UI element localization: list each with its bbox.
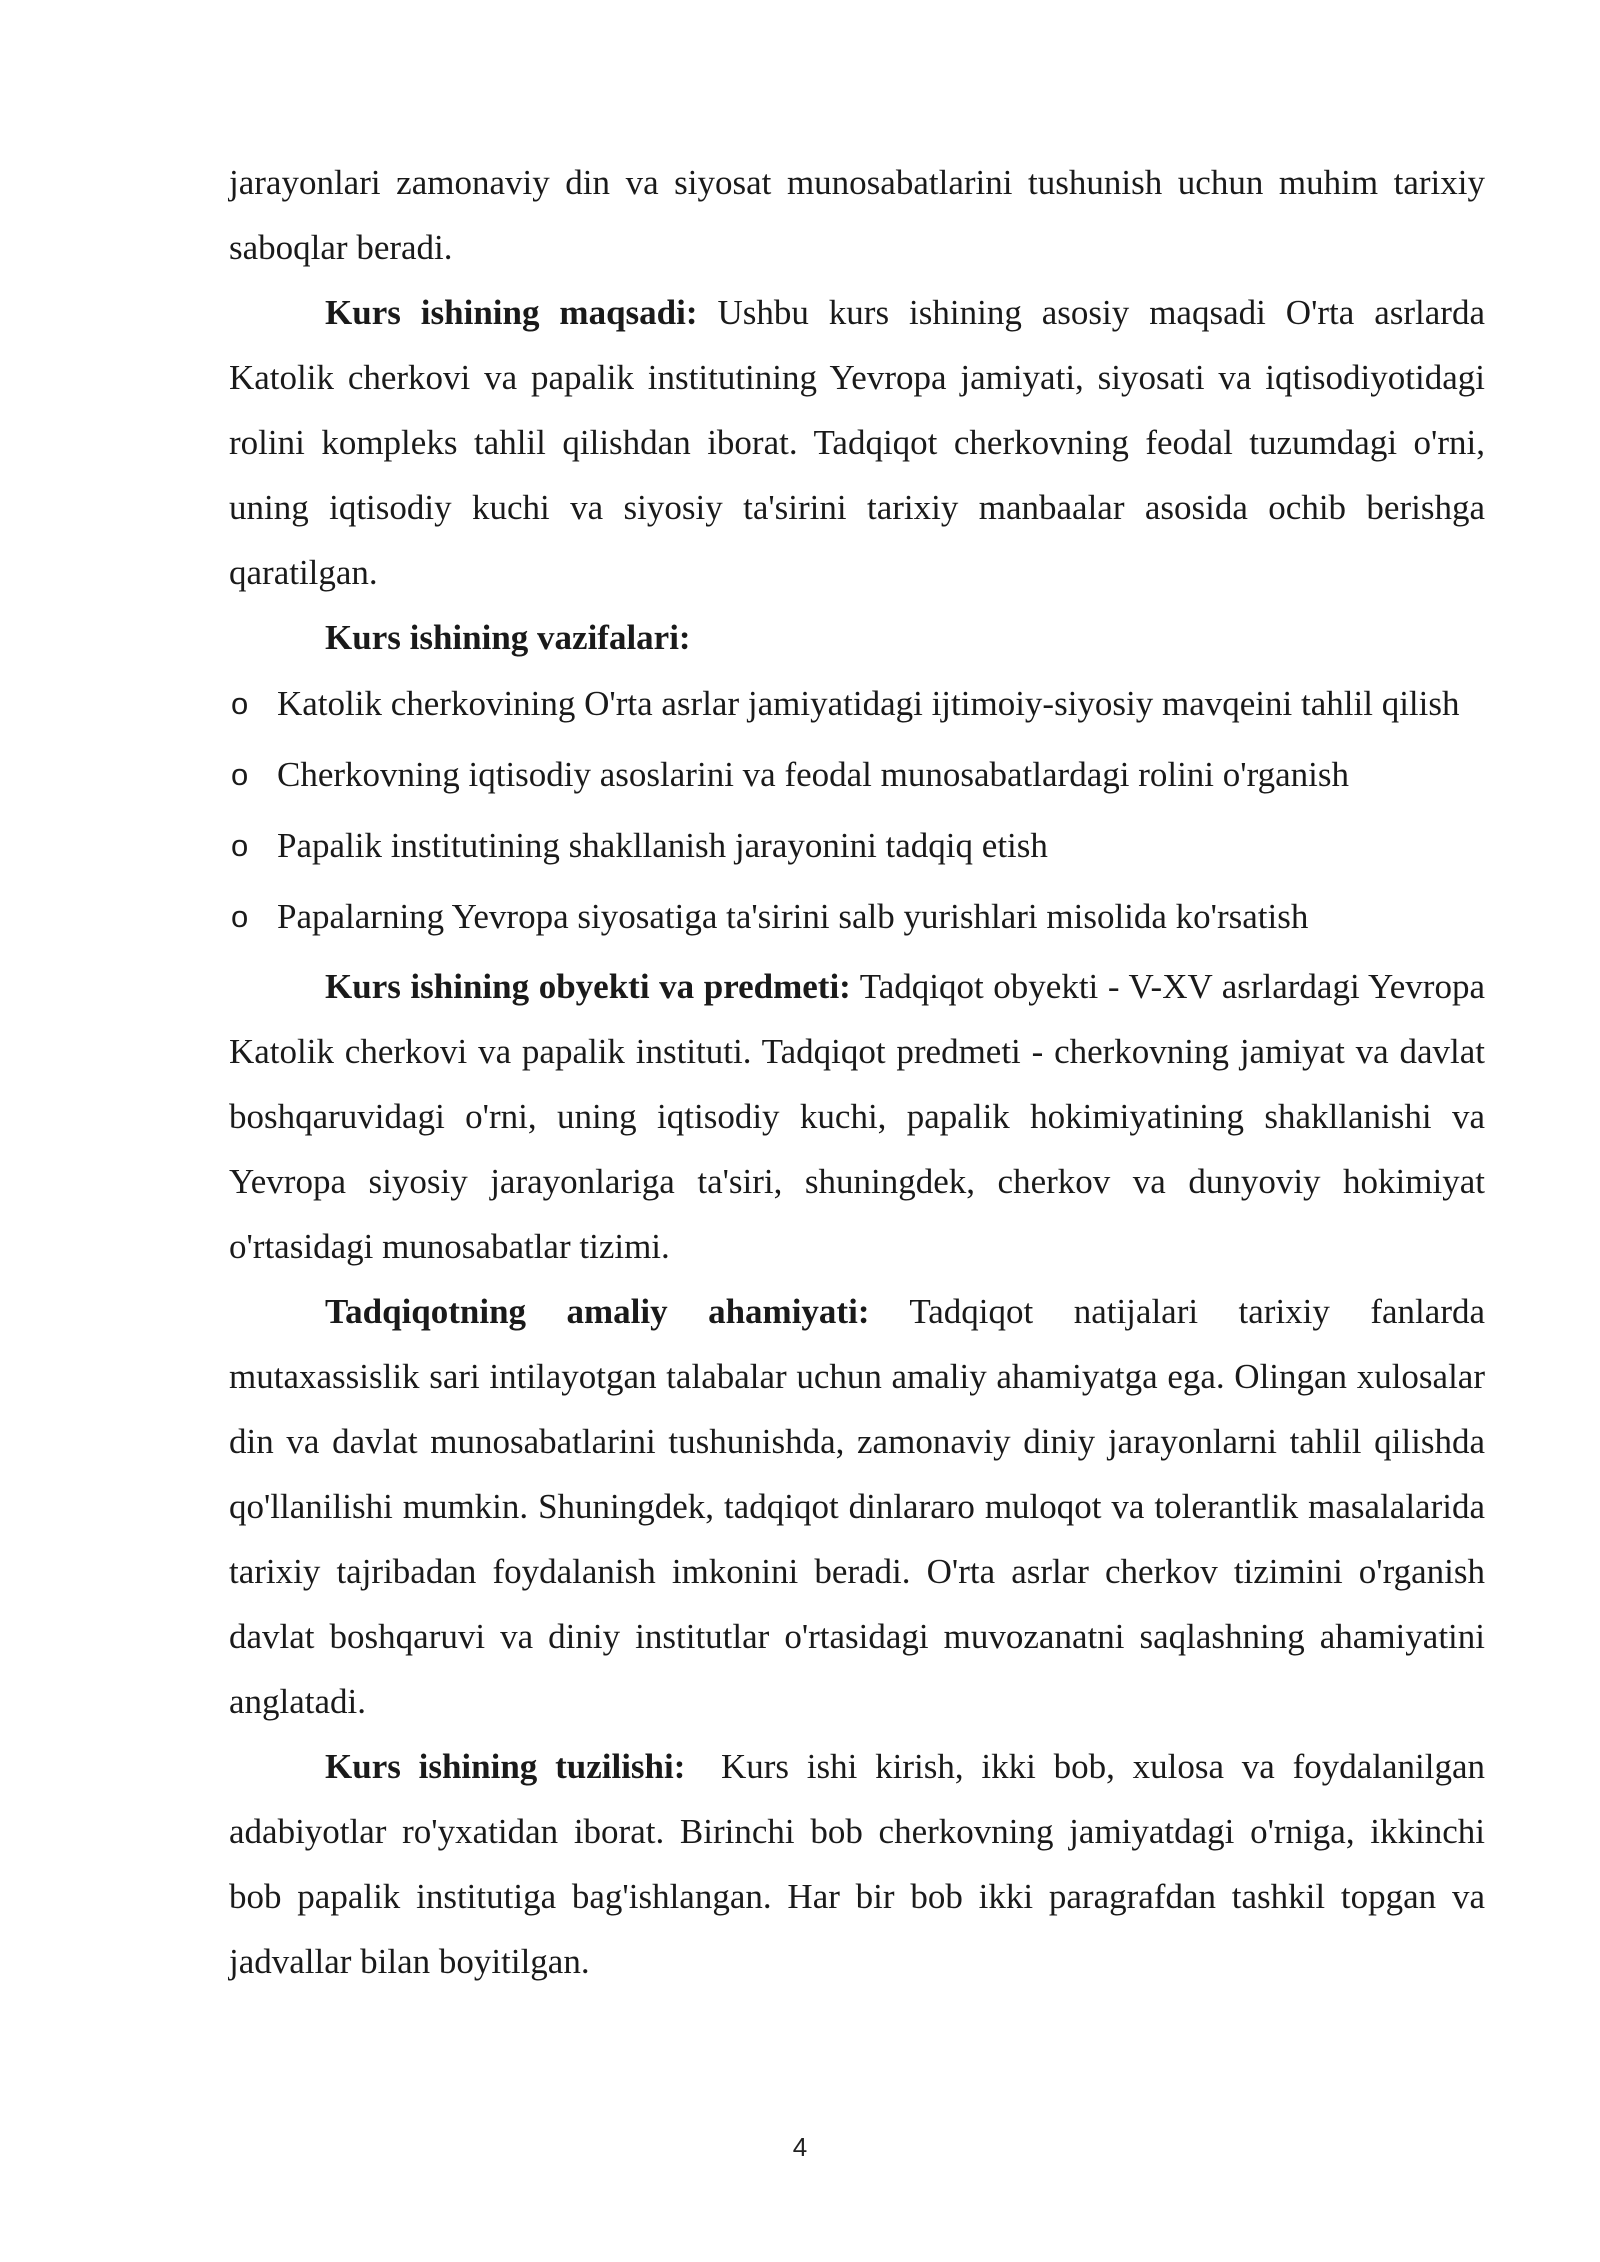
- structure-paragraph: [229, 1734, 1494, 1994]
- tasks-heading-paragraph: [229, 605, 1485, 670]
- list-item-text: Cherkovning iqtisodiy asoslarini va feodal munosabatlardagi rolini o'rganish: [277, 755, 1349, 794]
- document-page: [229, 150, 1494, 1994]
- significance-paragraph: [229, 1279, 1485, 1734]
- list-item-text: Katolik cherkovining O'rta asrlar jamiyatidagi ijtimoiy-siyosiy mavqeini tahlil qilish: [277, 684, 1460, 723]
- structure-heading: Kurs ishining tuzilishi:: [325, 1747, 686, 1786]
- tasks-list: [229, 670, 1485, 950]
- list-item: [229, 670, 1485, 737]
- goal-paragraph: [229, 280, 1485, 605]
- object-heading: Kurs ishining obyekti va predmeti:: [325, 967, 851, 1006]
- bullet-marker: o: [231, 828, 249, 863]
- object-text: Tadqiqot obyekti - V-XV asrlardagi Yevropa Katolik cherkovi va papalik instituti. Tadqiqot predmeti - cherkovning jamiyat va davlat boshqaruvidagi o'rni, uning iqtisodiy kuchi, papalik hokimiyatining shakllanishi va Yevropa siyosiy jarayonlariga ta'siri, shuningdek, cherkov va dunyoviy hokimiyat o'rtasidagi munosabatlar tizimi.: [229, 967, 1485, 1266]
- intro-continuation-paragraph: jarayonlari zamonaviy din va siyosat munosabatlarini tushunish uchun muhim tarixiy saboqlar beradi.: [229, 163, 1485, 267]
- tasks-heading: Kurs ishining vazifalari:: [325, 618, 691, 657]
- list-item-text: Papalarning Yevropa siyosatiga ta'sirini salb yurishlari misolida ko'rsatish: [277, 897, 1309, 936]
- bullet-marker: o: [231, 757, 249, 792]
- list-item: [229, 741, 1485, 808]
- goal-text: Ushbu kurs ishining asosiy maqsadi O'rta asrlarda Katolik cherkovi va papalik institutining Yevropa jamiyati, siyosati va iqtisodiyotidagi rolini kompleks tahlil qilishdan iborat. Tadqiqot cherkovning feodal tuzumdagi o'rni, uning iqtisodiy kuchi va siyosiy ta'sirini tarixiy manbaalar asosida ochib berishga qaratilgan.: [229, 293, 1485, 592]
- list-item-text: Papalik institutining shakllanish jarayonini tadqiq etish: [277, 826, 1048, 865]
- page-number: 4: [792, 2132, 808, 2162]
- bullet-marker: o: [231, 686, 249, 721]
- object-paragraph: [229, 954, 1485, 1279]
- significance-heading: Tadqiqotning amaliy ahamiyati:: [325, 1292, 870, 1331]
- bullet-marker: o: [231, 899, 249, 934]
- structure-text: Kurs ishi kirish, ikki bob, xulosa va foydalanilgan adabiyotlar ro'yxatidan iborat. Birinchi bob cherkovning jamiyatdagi o'rniga, ikkinchi bob papalik institutiga bag'ishlangan. Har bir bob ikki paragrafdan tashkil topgan va jadvallar bilan boyitilgan.: [229, 1747, 1494, 1981]
- significance-text: Tadqiqot natijalari tarixiy fanlarda mutaxassislik sari intilayotgan talabalar uchun amaliy ahamiyatga ega. Olingan xulosalar din va davlat munosabatlarini tushunishda, zamonaviy diniy jarayonlarni tahlil qilishda qo'llanilishi mumkin. Shuningdek, tadqiqot dinlararo muloqot va tolerantlik masalalarida tarixiy tajribadan foydalanish imkonini beradi. O'rta asrlar cherkov tizimini o'rganish davlat boshqaruvi va diniy institutlar o'rtasidagi muvozanatni saqlashning ahamiyatini anglatadi.: [229, 1292, 1486, 1721]
- list-item: [229, 883, 1485, 950]
- goal-heading: Kurs ishining maqsadi:: [325, 293, 698, 332]
- list-item: [229, 812, 1485, 879]
